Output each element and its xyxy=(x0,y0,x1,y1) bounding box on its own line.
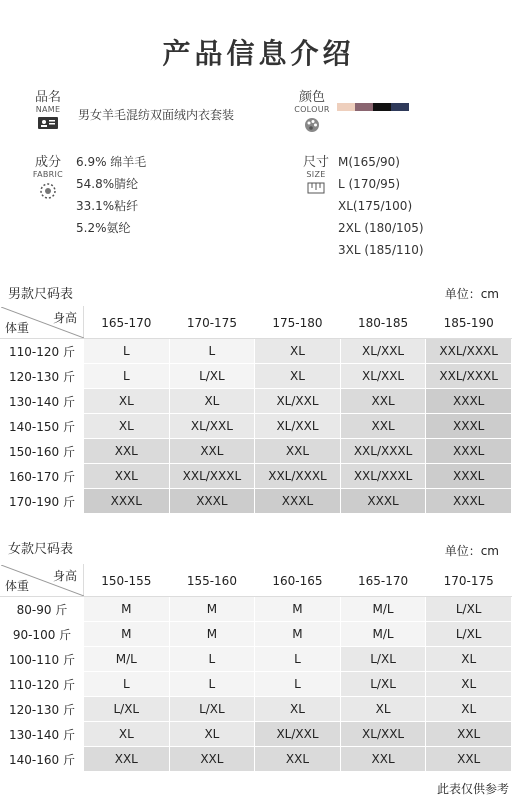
ruler-icon xyxy=(307,182,325,194)
footer-note: 此表仅供参考 xyxy=(436,782,509,796)
name-label-en: NAME xyxy=(35,105,61,114)
page-title: 产品信息介绍 xyxy=(162,37,355,70)
size-cell: L xyxy=(169,647,255,672)
table-row xyxy=(1,672,512,697)
size-cell: L/XL xyxy=(169,697,255,722)
size-label-en: SIZE xyxy=(306,170,326,179)
size-cell: XXL/XXXL xyxy=(426,339,512,364)
weight-cell: 90-100 斤 xyxy=(1,622,84,647)
weight-cell: 110-120 斤 xyxy=(1,672,84,697)
size-cell: XL xyxy=(169,389,255,414)
height-header: 165-170 xyxy=(84,307,170,339)
table-row xyxy=(1,439,512,464)
size-cell: M xyxy=(84,622,170,647)
table-row xyxy=(1,339,512,364)
size-cell: XXL xyxy=(255,439,341,464)
colour-swatches xyxy=(337,103,409,111)
size-cell: XL/XXL xyxy=(255,722,341,747)
size-cell: L xyxy=(84,364,170,389)
yarn-icon xyxy=(39,182,57,200)
height-header: 185-190 xyxy=(426,307,512,339)
size-cell: L/XL xyxy=(84,697,170,722)
size-cell: M xyxy=(255,597,341,622)
size-cell: XL xyxy=(255,339,341,364)
size-cell: XXXL xyxy=(84,489,170,514)
size-cell: XXXL xyxy=(340,489,426,514)
table-row xyxy=(1,722,512,747)
weight-cell: 140-160 斤 xyxy=(1,747,84,772)
size-cell: XXL xyxy=(84,464,170,489)
size-cell: XXXL xyxy=(426,414,512,439)
colour-swatch xyxy=(391,103,409,111)
corner-weight-label: 体重 xyxy=(5,579,30,593)
size-cell: XL xyxy=(255,364,341,389)
size-cell: XXL xyxy=(169,747,255,772)
size-cell: XL/XXL xyxy=(169,414,255,439)
size-cell: XXXL xyxy=(426,389,512,414)
colour-swatch xyxy=(355,103,373,111)
size-line: XL(175/100) xyxy=(338,199,413,213)
weight-cell: 150-160 斤 xyxy=(1,439,84,464)
size-cell: XL/XXL xyxy=(340,722,426,747)
table-corner xyxy=(1,565,84,597)
weight-cell: 130-140 斤 xyxy=(1,389,84,414)
name-label xyxy=(22,90,74,129)
size-cell: XL xyxy=(169,722,255,747)
size-cell: M/L xyxy=(340,597,426,622)
height-header: 150-155 xyxy=(84,565,170,597)
table-row xyxy=(1,697,512,722)
men-size-table xyxy=(0,306,512,514)
women-table-label: 女款尺码表 xyxy=(8,542,74,557)
size-cell: XL xyxy=(426,647,512,672)
palette-icon xyxy=(304,117,320,133)
size-cell: XXL xyxy=(426,722,512,747)
size-cell: L/XL xyxy=(426,622,512,647)
size-list xyxy=(338,151,424,261)
size-cell: L xyxy=(84,672,170,697)
fabric-label-cn: 成分 xyxy=(34,155,61,170)
size-cell: XL xyxy=(426,697,512,722)
size-cell: XXL xyxy=(255,747,341,772)
weight-cell: 120-130 斤 xyxy=(1,697,84,722)
size-cell: XL/XXL xyxy=(340,339,426,364)
corner-height-label: 身高 xyxy=(52,569,77,583)
table-row xyxy=(1,597,512,622)
table-header-row xyxy=(1,307,512,339)
size-line: 2XL (180/105) xyxy=(338,221,424,235)
colour-swatch xyxy=(337,103,355,111)
product-name: 男女羊毛混纺双面绒内衣套装 xyxy=(78,108,235,122)
size-cell: L xyxy=(255,672,341,697)
weight-cell: 110-120 斤 xyxy=(1,339,84,364)
table-row xyxy=(1,364,512,389)
height-header: 175-180 xyxy=(255,307,341,339)
size-cell: XXXL xyxy=(255,489,341,514)
size-cell: L/XL xyxy=(169,364,255,389)
height-header: 170-175 xyxy=(426,565,512,597)
table-row xyxy=(1,747,512,772)
weight-cell: 80-90 斤 xyxy=(1,597,84,622)
height-header: 180-185 xyxy=(340,307,426,339)
size-cell: XXXL xyxy=(169,489,255,514)
colour-label-cn: 颜色 xyxy=(298,90,325,105)
size-cell: XL xyxy=(84,722,170,747)
table-corner xyxy=(1,307,84,339)
size-cell: XXL/XXXL xyxy=(340,464,426,489)
colour-swatch xyxy=(373,103,391,111)
height-header: 155-160 xyxy=(169,565,255,597)
size-cell: L/XL xyxy=(340,647,426,672)
size-line: 3XL (185/110) xyxy=(338,243,424,257)
size-cell: XXL xyxy=(340,389,426,414)
size-cell: L xyxy=(169,672,255,697)
size-cell: XXL xyxy=(340,747,426,772)
size-cell: L xyxy=(255,647,341,672)
fabric-label-en: FABRIC xyxy=(32,170,64,179)
size-cell: M xyxy=(255,622,341,647)
size-cell: XL/XXL xyxy=(255,389,341,414)
size-label-cn: 尺寸 xyxy=(302,155,329,170)
table-row xyxy=(1,489,512,514)
size-cell: XXL/XXXL xyxy=(426,364,512,389)
weight-cell: 140-150 斤 xyxy=(1,414,84,439)
size-cell: XL/XXL xyxy=(255,414,341,439)
weight-cell: 100-110 斤 xyxy=(1,647,84,672)
size-cell: XL xyxy=(84,389,170,414)
size-cell: M/L xyxy=(84,647,170,672)
size-cell: XL xyxy=(340,697,426,722)
fabric-line: 33.1%粘纤 xyxy=(76,199,139,213)
size-cell: M xyxy=(84,597,170,622)
size-cell: XXL xyxy=(169,439,255,464)
size-cell: M/L xyxy=(340,622,426,647)
size-cell: XXL/XXXL xyxy=(169,464,255,489)
size-label xyxy=(290,155,342,194)
men-table-label: 男款尺码表 xyxy=(8,287,74,302)
size-line: M(165/90) xyxy=(338,155,400,169)
size-cell: XXXL xyxy=(426,489,512,514)
table-row xyxy=(1,464,512,489)
weight-cell: 130-140 斤 xyxy=(1,722,84,747)
size-cell: M xyxy=(169,622,255,647)
fabric-line: 5.2%氨纶 xyxy=(76,221,131,235)
weight-cell: 120-130 斤 xyxy=(1,364,84,389)
size-line: L (170/95) xyxy=(338,177,401,191)
size-cell: XXL xyxy=(84,439,170,464)
height-header: 165-170 xyxy=(340,565,426,597)
table-row xyxy=(1,389,512,414)
colour-label-en: COLOUR xyxy=(294,105,330,114)
fabric-label xyxy=(22,155,74,200)
weight-cell: 170-190 斤 xyxy=(1,489,84,514)
size-cell: L xyxy=(84,339,170,364)
size-cell: XXL/XXXL xyxy=(255,464,341,489)
women-unit-label: 单位：cm xyxy=(444,544,499,558)
size-cell: L/XL xyxy=(340,672,426,697)
colour-label xyxy=(286,90,338,133)
table-row xyxy=(1,622,512,647)
size-cell: L xyxy=(169,339,255,364)
size-cell: XXXL xyxy=(426,464,512,489)
men-unit-label: 单位：cm xyxy=(444,287,499,301)
women-size-table xyxy=(0,564,512,772)
height-header: 160-165 xyxy=(255,565,341,597)
table-row xyxy=(1,414,512,439)
height-header: 170-175 xyxy=(169,307,255,339)
fabric-list xyxy=(76,151,146,239)
size-cell: XL/XXL xyxy=(340,364,426,389)
id-card-icon xyxy=(38,117,58,129)
corner-weight-label: 体重 xyxy=(5,321,30,335)
table-row xyxy=(1,647,512,672)
fabric-line: 54.8%腈纶 xyxy=(76,177,139,191)
size-cell: XXL xyxy=(84,747,170,772)
size-cell: XXXL xyxy=(426,439,512,464)
fabric-line: 6.9% 绵羊毛 xyxy=(76,155,147,169)
name-label-cn: 品名 xyxy=(34,90,61,105)
corner-height-label: 身高 xyxy=(52,311,77,325)
weight-cell: 160-170 斤 xyxy=(1,464,84,489)
size-cell: XXL/XXXL xyxy=(340,439,426,464)
size-cell: XL xyxy=(84,414,170,439)
size-cell: M xyxy=(169,597,255,622)
table-header-row xyxy=(1,565,512,597)
size-cell: XL xyxy=(426,672,512,697)
size-cell: L/XL xyxy=(426,597,512,622)
size-cell: XL xyxy=(255,697,341,722)
size-cell: XXL xyxy=(426,747,512,772)
size-cell: XXL xyxy=(340,414,426,439)
